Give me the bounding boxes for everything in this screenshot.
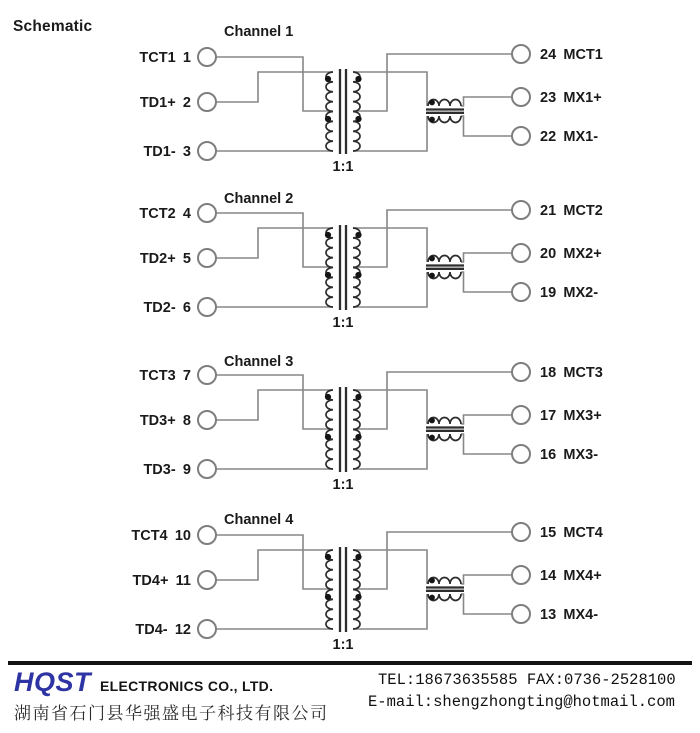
polarity-dot — [429, 100, 435, 106]
pin-circle — [198, 620, 216, 638]
turns-ratio-label: 1:1 — [332, 315, 354, 331]
pin-circle — [512, 445, 530, 463]
pin-label-left: TD3+ 8 — [139, 413, 191, 429]
turns-ratio-label: 1:1 — [332, 637, 354, 653]
polarity-dot — [325, 394, 331, 400]
pin-label-left: TCT2 4 — [139, 206, 191, 222]
wire — [461, 272, 512, 292]
wire — [461, 594, 512, 614]
channel-2 — [139, 191, 602, 331]
tel-fax-text: TEL:18673635585 FAX:0736-2528100 — [378, 671, 676, 689]
polarity-dot — [325, 272, 331, 278]
polarity-dot — [355, 232, 361, 238]
pin-circle — [198, 142, 216, 160]
pin-circle — [512, 363, 530, 381]
polarity-dot — [429, 117, 435, 123]
pin-label-right: 24 MCT1 — [540, 47, 603, 63]
polarity-dot — [429, 256, 435, 262]
footer-divider — [8, 661, 692, 665]
wire — [353, 272, 427, 307]
wire — [461, 415, 512, 424]
channel-1 — [139, 24, 602, 175]
polarity-dot — [325, 76, 331, 82]
pin-label-right: 16 MX3- — [540, 447, 599, 463]
wire — [216, 57, 333, 111]
pin-circle — [512, 406, 530, 424]
pin-circle — [512, 127, 530, 145]
pin-circle — [512, 45, 530, 63]
pin-circle — [512, 605, 530, 623]
channel-title: Channel 4 — [224, 512, 294, 528]
company-logo: HQST — [14, 667, 92, 697]
wire — [216, 213, 333, 267]
polarity-dot — [429, 435, 435, 441]
wire — [353, 390, 427, 424]
pin-label-left: TCT1 1 — [139, 50, 191, 66]
footer-company-block — [14, 667, 329, 724]
turns-ratio-label: 1:1 — [332, 159, 354, 175]
pin-circle — [198, 204, 216, 222]
pin-circle — [198, 411, 216, 429]
pin-label-left: TD3- 9 — [143, 462, 191, 478]
pin-label-left: TCT4 10 — [131, 528, 191, 544]
pin-circle — [198, 249, 216, 267]
wire — [216, 535, 333, 589]
pin-circle — [512, 523, 530, 541]
polarity-dot — [325, 434, 331, 440]
footer-contact-block — [368, 671, 676, 711]
pin-label-right: 20 MX2+ — [540, 246, 602, 262]
pin-circle — [512, 566, 530, 584]
pin-circle — [512, 201, 530, 219]
polarity-dot — [355, 116, 361, 122]
wire — [216, 72, 333, 102]
pin-label-right: 17 MX3+ — [540, 408, 602, 424]
pin-label-left: TCT3 7 — [139, 368, 191, 384]
wire — [353, 594, 427, 629]
pin-circle — [198, 460, 216, 478]
pin-circle — [512, 88, 530, 106]
polarity-dot — [429, 418, 435, 424]
wire — [353, 72, 427, 106]
pin-label-right: 23 MX1+ — [540, 90, 602, 106]
channel-title: Channel 3 — [224, 354, 294, 370]
brand-line — [14, 667, 329, 698]
email-text: E-mail:shengzhongting@hotmail.com — [368, 693, 675, 711]
channel-4 — [131, 512, 603, 653]
pin-label-left: TD4+ 11 — [132, 573, 191, 589]
channel-title: Channel 2 — [224, 191, 294, 207]
polarity-dot — [325, 232, 331, 238]
pin-label-left: TD2- 6 — [143, 300, 191, 316]
pin-label-right: 13 MX4- — [540, 607, 599, 623]
pin-circle — [198, 48, 216, 66]
pin-circle — [512, 244, 530, 262]
wire — [216, 375, 333, 429]
pin-label-left: TD1- 3 — [143, 144, 191, 160]
page-title: Schematic — [13, 18, 93, 35]
wire — [461, 575, 512, 584]
polarity-dot — [429, 273, 435, 279]
polarity-dot — [355, 434, 361, 440]
pin-label-right: 21 MCT2 — [540, 203, 603, 219]
polarity-dot — [355, 394, 361, 400]
pin-label-left: TD4- 12 — [135, 622, 191, 638]
company-name-en: ELECTRONICS CO., LTD. — [100, 678, 274, 694]
pin-circle — [198, 298, 216, 316]
wire — [461, 253, 512, 262]
wire — [461, 434, 512, 454]
channel-title: Channel 1 — [224, 24, 294, 40]
wire — [216, 390, 333, 420]
wire — [353, 550, 427, 584]
wire — [353, 434, 427, 469]
polarity-dot — [325, 594, 331, 600]
wire — [461, 116, 512, 136]
pin-circle — [512, 283, 530, 301]
polarity-dot — [355, 594, 361, 600]
wire — [461, 97, 512, 106]
polarity-dot — [325, 116, 331, 122]
pin-label-right: 15 MCT4 — [540, 525, 603, 541]
pin-label-right: 14 MX4+ — [540, 568, 602, 584]
channel-3 — [139, 354, 602, 493]
pin-label-left: TD1+ 2 — [139, 95, 191, 111]
polarity-dot — [355, 554, 361, 560]
pin-circle — [198, 93, 216, 111]
wire — [353, 228, 427, 262]
wire — [216, 228, 333, 258]
wire — [353, 116, 427, 151]
wire — [216, 550, 333, 580]
pin-label-left: TD2+ 5 — [139, 251, 191, 267]
pin-circle — [198, 526, 216, 544]
pin-circle — [198, 571, 216, 589]
polarity-dot — [355, 272, 361, 278]
polarity-dot — [355, 76, 361, 82]
pin-label-right: 18 MCT3 — [540, 365, 603, 381]
pin-label-right: 19 MX2- — [540, 285, 599, 301]
company-name-cn: 湖南省石门县华强盛电子科技有限公司 — [14, 704, 329, 724]
polarity-dot — [429, 578, 435, 584]
pin-label-right: 22 MX1- — [540, 129, 599, 145]
turns-ratio-label: 1:1 — [332, 477, 354, 493]
polarity-dot — [429, 595, 435, 601]
polarity-dot — [325, 554, 331, 560]
pin-circle — [198, 366, 216, 384]
